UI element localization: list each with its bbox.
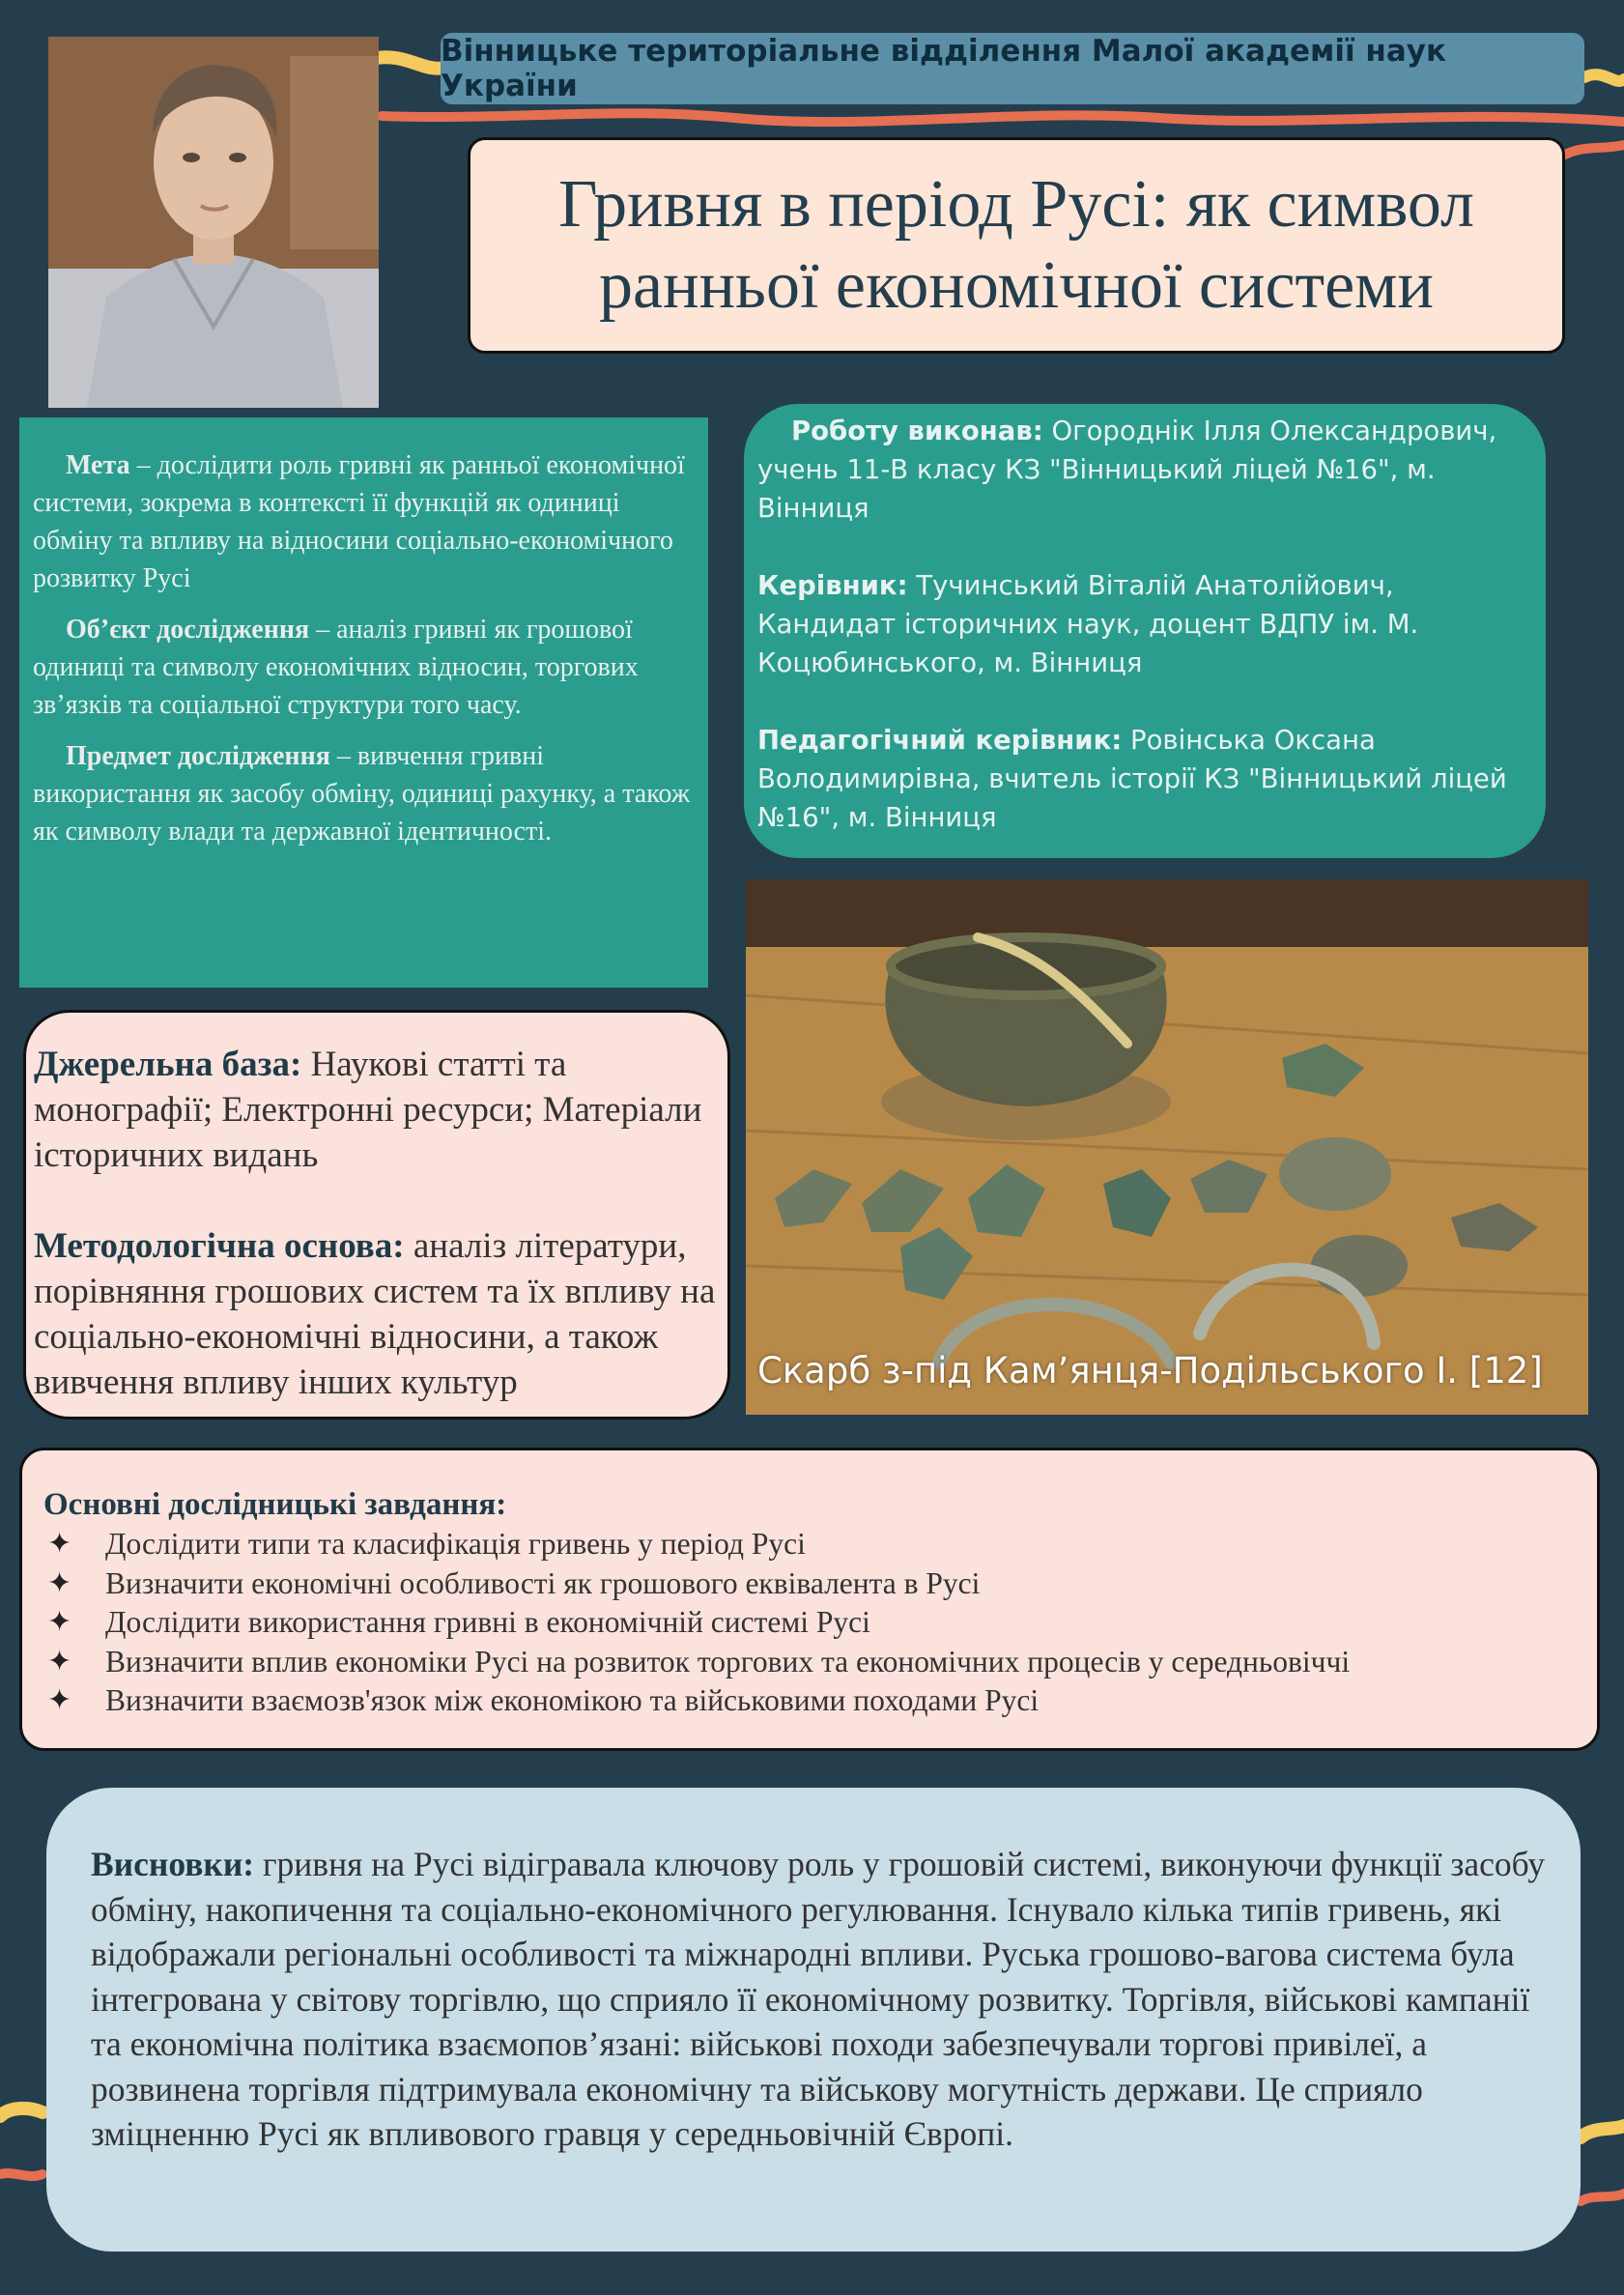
subject-text: – вивчення гривні використання як засобу обміну, одиниці рахунку, а також як символу влади та державної ідентичності. [33,741,691,846]
institution-banner [441,33,1584,104]
tasks-list [43,1525,1578,1721]
sources-panel [23,1010,730,1420]
task-text: Визначити економічні особливості як грошового еквівалента в Русі [105,1565,981,1600]
goal-text: – дослідити роль гривні як ранньої економічної системи, зокрема в контексті її функцій як одиниці обміну та впливу на відносини соціально-економічного розвитку Русі [33,450,685,593]
methodology-paragraph [34,1223,718,1405]
author-paragraph [757,412,1536,528]
task-text: Визначити взаємозв'язок між економікою та військовими походами Русі [105,1683,1040,1717]
object-text: – аналіз гривні як грошової одиниці та символу економічних відносин, торгових зв’язків та соціальної структури того часу. [33,615,639,720]
author-label: Роботу виконав: [790,416,1043,446]
poster-title: Гривня в період Русі: як символ ранньої економічної системи [558,167,1474,323]
list-item [43,1643,1578,1682]
portrait-illustration [48,37,379,408]
star-bullet-icon: ✦ [47,1606,72,1638]
tasks-panel [19,1448,1600,1751]
list-item [43,1603,1578,1643]
supervisor-text: Тучинський Віталій Анатолійович, Кандидат історичних наук, доцент ВДПУ ім. М. Коцюбинського, м. Вінниця [757,570,1419,678]
conclusion-label: Висновки: [91,1845,255,1883]
star-bullet-icon: ✦ [47,1684,72,1716]
supervisor-label: Керівник: [757,570,908,601]
photo-caption: Скарб з-під Кам’янця-Подільського І. [12] [757,1350,1543,1391]
tasks-title: Основні дослідницькі завдання: [43,1487,507,1522]
treasure-photo [746,879,1588,1415]
source-base-text: Наукові статті та монографії; Електронні ресурси; Матеріали історичних видань [34,1045,702,1175]
conclusion-panel [46,1788,1581,2252]
list-item [43,1564,1578,1604]
treasure-illustration [746,879,1588,1415]
subject-label: Предмет дослідження [66,741,330,771]
goal-label: Мета [66,450,130,480]
star-bullet-icon: ✦ [47,1645,72,1678]
list-item [43,1525,1578,1564]
author-text: Огороднік Ілля Олександрович, учень 11-В класу КЗ "Вінницький ліцей №16", м. Вінниця [757,416,1497,524]
teacher-text: Ровінська Оксана Володимирівна, вчитель історії КЗ "Вінницький ліцей №16", м. Вінниця [757,725,1507,833]
object-paragraph [33,611,695,724]
star-bullet-icon: ✦ [47,1528,72,1560]
supervisor-paragraph [757,566,1536,682]
institution-name: Вінницьке територіальне відділення Малої академії наук України [441,34,1446,103]
task-text: Дослідити типи та класифікація гривень у період Русі [105,1527,806,1561]
subject-paragraph [33,737,695,850]
authors-panel [744,404,1546,858]
task-text: Визначити вплив економіки Русі на розвиток торгових та економічних процесів у середньовіччі [105,1644,1351,1678]
methodology-text: аналіз літератури, порівняння грошових систем та їх впливу на соціально-економічні відносини, а також вивчення впливу інших культур [34,1226,716,1402]
conclusion-text: гривня на Русі відігравала ключову роль у грошовій системі, виконуючи функції засобу обміну, накопичення та соціально-економічного регулювання. Існувало кілька типів гривень, які відображали регіональні особливості та міжнародні впливи. Руська грошово-вагова система була інтегрована у світову торгівлю, що сприяло її економічному розвитку. Торгівля, військові кампанії та економічна політика взаємопов’язані: військові походи забезпечували торгові привілеї, а розвинена торгівля підтримувала економічну та військову могутність держави. Це сприяло зміцненню Русі як впливового гравця у середньовічній Європі. [91,1845,1546,2153]
teacher-paragraph [757,721,1536,837]
author-photo [48,37,379,408]
goal-paragraph [33,446,695,597]
research-goal-panel [19,417,708,988]
star-bullet-icon: ✦ [47,1566,72,1599]
list-item [43,1681,1578,1721]
task-text: Дослідити використання гривні в економічній системі Русі [105,1605,870,1639]
source-base-paragraph [34,1042,718,1178]
source-base-label: Джерельна база: [34,1045,302,1084]
object-label: Об’єкт дослідження [66,615,310,645]
poster-title-box [468,137,1565,354]
teacher-label: Педагогічний керівник: [757,725,1123,756]
methodology-label: Методологічна основа: [34,1226,405,1266]
